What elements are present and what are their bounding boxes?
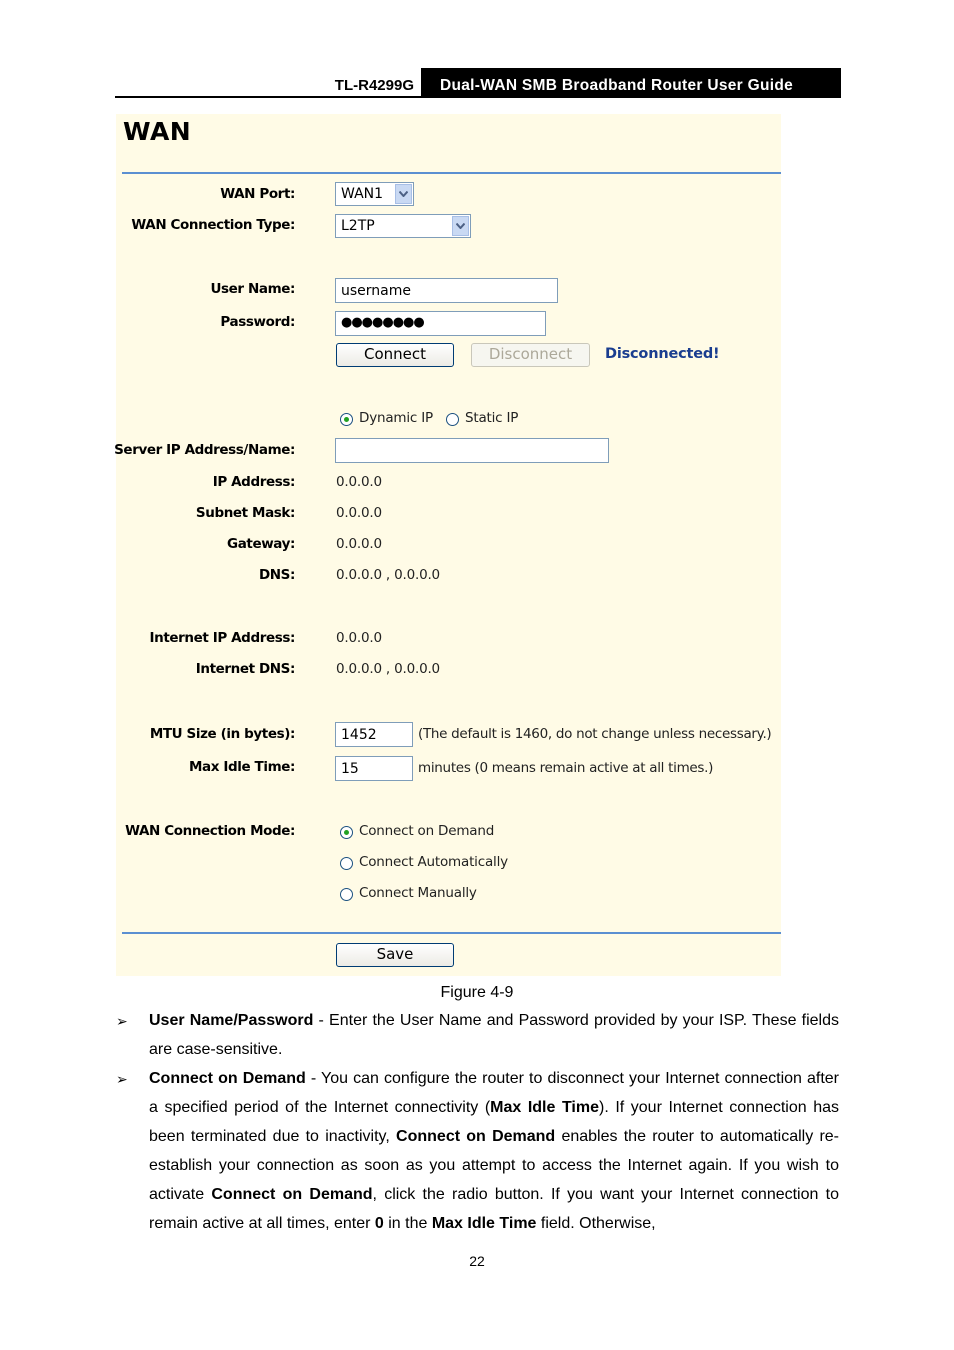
cod-text: field. Otherwise, — [536, 1215, 656, 1232]
max-idle-value: 15 — [341, 761, 359, 777]
user-name-input[interactable] — [335, 278, 558, 303]
cod-text: enables the router to automatically re-establish your connection as soon as you attempt to access the Internet again. If you wish to activate — [149, 1128, 840, 1203]
connection-type-select[interactable] — [335, 214, 471, 238]
user-name-password-text: - Enter the User Name and Password provided by your ISP. These fields are case-sensitive. — [149, 1012, 840, 1058]
figure-caption: Figure 4-9 — [440, 984, 514, 1001]
panel-top-divider — [122, 172, 781, 174]
bullet-marker: ➢ — [116, 1071, 128, 1087]
user-name-label: User Name: — [210, 281, 295, 297]
connect-automatically-label: Connect Automatically — [359, 854, 508, 870]
term-connect-on-demand: Connect on Demand — [396, 1128, 556, 1145]
dns-value: 0.0.0.0 , 0.0.0.0 — [336, 567, 440, 583]
internet-ip-value: 0.0.0.0 — [336, 630, 382, 646]
connection-type-label: WAN Connection Type: — [131, 217, 295, 233]
ip-address-value: 0.0.0.0 — [336, 474, 382, 490]
static-ip-radio[interactable] — [446, 413, 459, 426]
paragraph-user-name-password — [149, 1006, 839, 1064]
term-max-idle-time: Max Idle Time — [431, 1215, 537, 1232]
dynamic-ip-radio[interactable] — [340, 413, 353, 426]
connect-manually-label: Connect Manually — [359, 885, 477, 901]
paragraph-connect-on-demand — [149, 1064, 839, 1238]
save-button[interactable]: Save — [336, 943, 454, 967]
gateway-value: 0.0.0.0 — [336, 536, 382, 552]
term-zero: 0 — [374, 1215, 384, 1232]
max-idle-label: Max Idle Time: — [189, 759, 295, 775]
connection-type-value: L2TP — [341, 218, 375, 234]
term-user-name-password: User Name/Password — [149, 1012, 314, 1029]
document-title-bar — [421, 68, 841, 97]
static-ip-label: Static IP — [465, 410, 519, 426]
max-idle-note: minutes (0 means remain active at all times.) — [418, 760, 714, 776]
document-model: TL-R4299G — [334, 77, 414, 94]
password-mask: ●●●●●●●● — [341, 315, 424, 330]
wan-port-select[interactable] — [335, 182, 414, 206]
connect-button[interactable]: Connect — [336, 343, 454, 367]
connection-mode-label: WAN Connection Mode: — [125, 823, 295, 839]
cod-text: ). If your Internet connection has been terminated due to inactivity, — [149, 1099, 840, 1145]
bullet-marker: ➢ — [116, 1013, 128, 1029]
subnet-mask-label: Subnet Mask: — [195, 505, 295, 521]
max-idle-input[interactable] — [335, 756, 413, 781]
term-connect-on-demand: Connect on Demand — [211, 1186, 373, 1203]
wan-settings-panel — [116, 114, 781, 976]
internet-dns-value: 0.0.0.0 , 0.0.0.0 — [336, 661, 440, 677]
cod-text: , click the radio button. If you want your Internet connection to remain active at all times, enter — [149, 1186, 839, 1232]
panel-bottom-divider — [122, 932, 781, 934]
header-rule — [115, 96, 841, 98]
disconnect-button[interactable]: Disconnect — [471, 343, 590, 367]
subnet-mask-value: 0.0.0.0 — [336, 505, 382, 521]
connection-status: Disconnected! — [605, 346, 720, 362]
document-title: Dual-WAN SMB Broadband Router User Guide — [440, 77, 794, 94]
mtu-input[interactable] — [335, 722, 413, 747]
server-input[interactable] — [335, 438, 609, 463]
connect-on-demand-label: Connect on Demand — [359, 823, 495, 839]
dns-label: DNS: — [258, 567, 295, 583]
term-max-idle-time: Max Idle Time — [490, 1099, 600, 1116]
chevron-down-icon[interactable] — [395, 184, 412, 204]
panel-title: WAN — [123, 117, 192, 146]
cod-text: in the — [383, 1215, 432, 1232]
connect-on-demand-radio[interactable] — [340, 826, 353, 839]
password-input[interactable] — [335, 311, 546, 336]
page-number: 22 — [469, 1253, 485, 1269]
user-name-value: username — [341, 283, 411, 299]
connect-automatically-radio[interactable] — [340, 857, 353, 870]
mtu-label: MTU Size (in bytes): — [149, 726, 295, 742]
mtu-note: (The default is 1460, do not change unless necessary.) — [418, 726, 772, 742]
internet-ip-label: Internet IP Address: — [149, 630, 295, 646]
server-label: Server IP Address/Name: — [114, 442, 295, 458]
mtu-value: 1452 — [341, 727, 377, 743]
wan-port-value: WAN1 — [341, 186, 384, 202]
chevron-down-icon[interactable] — [452, 216, 469, 236]
dynamic-ip-label: Dynamic IP — [359, 410, 433, 426]
internet-dns-label: Internet DNS: — [195, 661, 295, 677]
wan-port-label: WAN Port: — [220, 186, 295, 202]
gateway-label: Gateway: — [227, 536, 295, 552]
password-label: Password: — [220, 314, 295, 330]
connect-manually-radio[interactable] — [340, 888, 353, 901]
ip-address-label: IP Address: — [212, 474, 295, 490]
cod-text: - You can configure the router to disconnect your Internet connection after a specified period of the Internet connectivity ( — [149, 1070, 840, 1116]
term-connect-on-demand: Connect on Demand — [149, 1070, 306, 1087]
